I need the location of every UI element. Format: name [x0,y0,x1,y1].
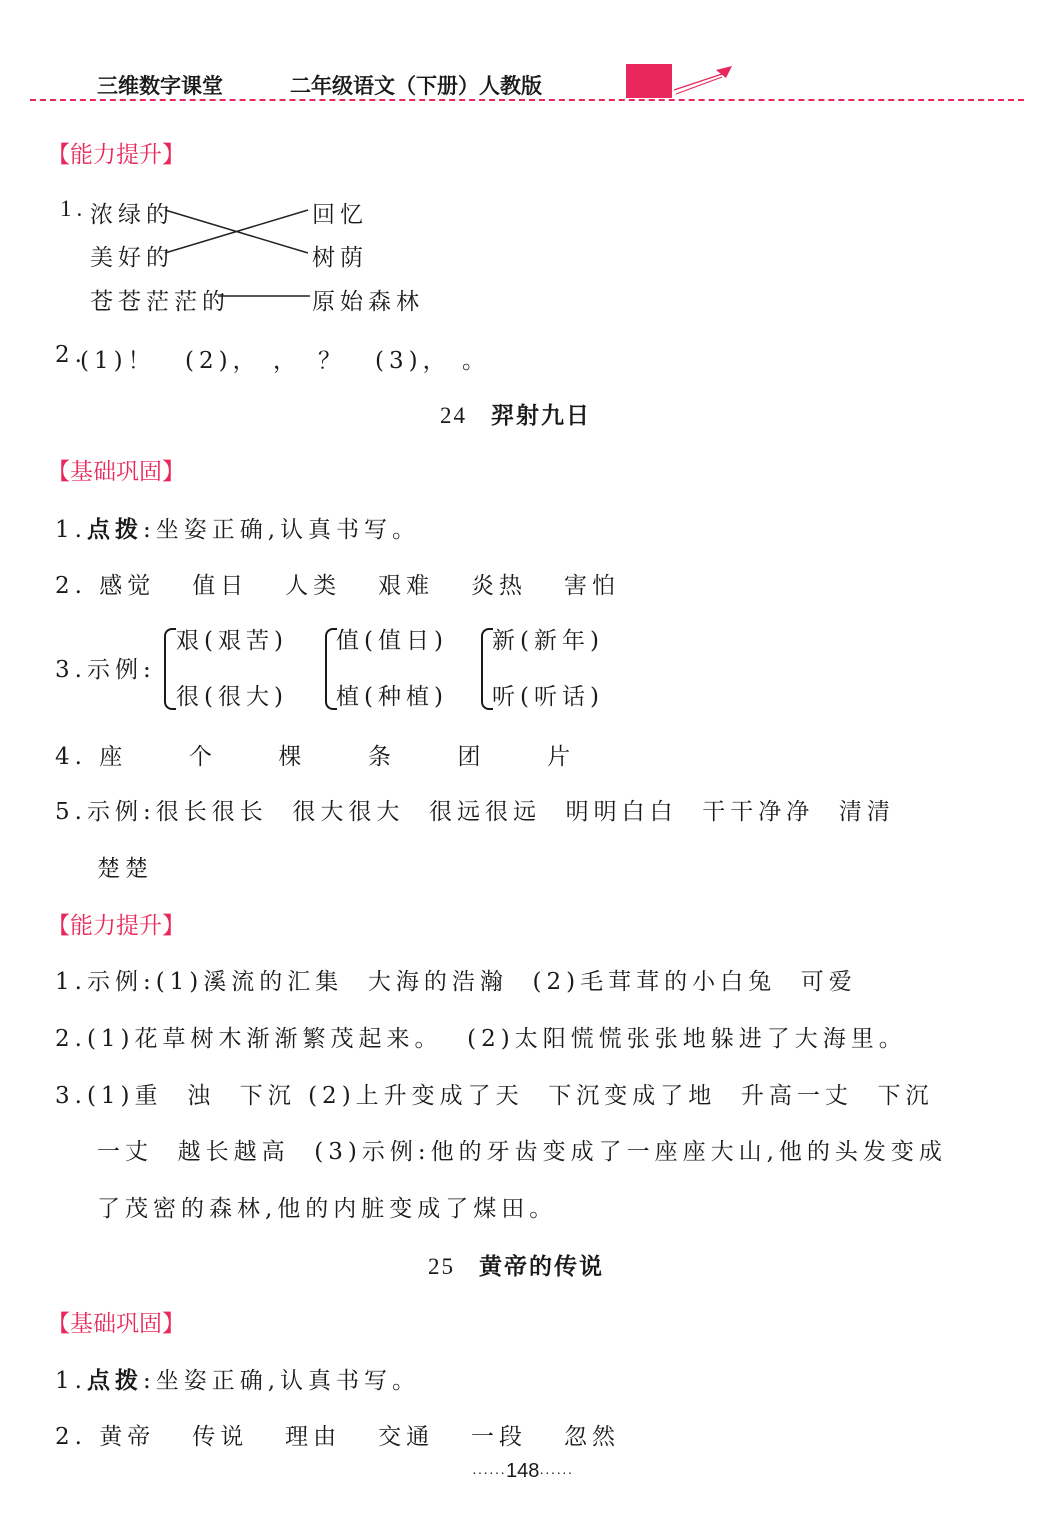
match-left-2: 美好的 [90,245,174,271]
section-title-ability: 【能力提升】 [47,142,185,168]
q2-part-4: ？ [318,348,346,374]
l24-q3-g2-a: 值(值日) [336,628,448,654]
l25-q2: 2. 黄帝 传说 理由 交通 一段 忽然 [55,1424,620,1450]
rocket-icon [626,64,672,98]
l24-q2: 2. 感觉 值日 人类 艰难 炎热 害怕 [55,573,620,599]
brace-1 [164,628,176,710]
l24-q3-g1-a: 艰(艰苦) [176,628,288,654]
l24-q3-g2-b: 植(种植) [336,684,448,710]
book-title: 二年级语文（下册）人教版 [290,74,542,98]
match-right-3: 原始森林 [312,289,424,315]
match-left-3: 苍苍茫茫的 [90,289,230,315]
match-right-1: 回忆 [312,202,368,228]
l24-q3-g3-a: 新(新年) [492,628,604,654]
page-number: ······148······ [472,1460,574,1482]
q2-part-6: 。 [462,348,490,374]
l25-q1: 1.点拨:坐姿正确,认真书写。 [55,1368,421,1394]
series-title: 三维数字课堂 [97,74,223,98]
l24-adv-q1: 1.示例:(1)溪流的汇集 大海的浩瀚 (2)毛茸茸的小白兔 可爱 [55,969,857,995]
lesson-25-title: 25 黄帝的传说 [428,1254,604,1280]
q2-part-3: ， [273,348,301,374]
q1-number: 1. [60,196,88,221]
section-title-basic-25: 【基础巩固】 [47,1311,185,1337]
section-title-basic-24: 【基础巩固】 [47,459,185,485]
q2-part-5: (3)， [375,348,451,374]
matching-lines [0,0,400,320]
l24-q3-g3-b: 听(听话) [492,684,604,710]
l24-q5-cont: 楚楚 [97,856,153,882]
section-title-ability-24: 【能力提升】 [47,913,185,939]
l24-q3-g1-b: 很(很大) [176,684,288,710]
match-right-2: 树荫 [312,245,368,271]
l24-q3-label: 3.示例: [55,657,156,683]
l24-adv-q3-cont1: 一丈 越长越高 (3)示例:他的牙齿变成了一座座大山,他的头发变成 [97,1139,947,1165]
l24-q4: 4. 座 个 棵 条 团 片 [55,744,576,770]
q2-part-2: (2)， [185,348,261,374]
l24-adv-q3: 3.(1)重 浊 下沉 (2)上升变成了天 下沉变成了地 升高一丈 下沉 [55,1083,934,1109]
lesson-24-title: 24 羿射九日 [440,403,591,429]
q2-part-1: (1)！ [80,348,156,374]
q2-number: 2. [55,342,87,368]
l24-adv-q2: 2.(1)花草树木渐渐繁茂起来。 (2)太阳慌慌张张地躲进了大海里。 [55,1026,907,1052]
match-left-1: 浓绿的 [90,202,174,228]
l24-q5: 5.示例:很长很长 很大很大 很远很远 明明白白 干干净净 清清 [55,799,895,825]
l24-adv-q3-cont2: 了茂密的森林,他的内脏变成了煤田。 [97,1196,558,1222]
l24-q1: 1.点拨:坐姿正确,认真书写。 [55,517,421,543]
